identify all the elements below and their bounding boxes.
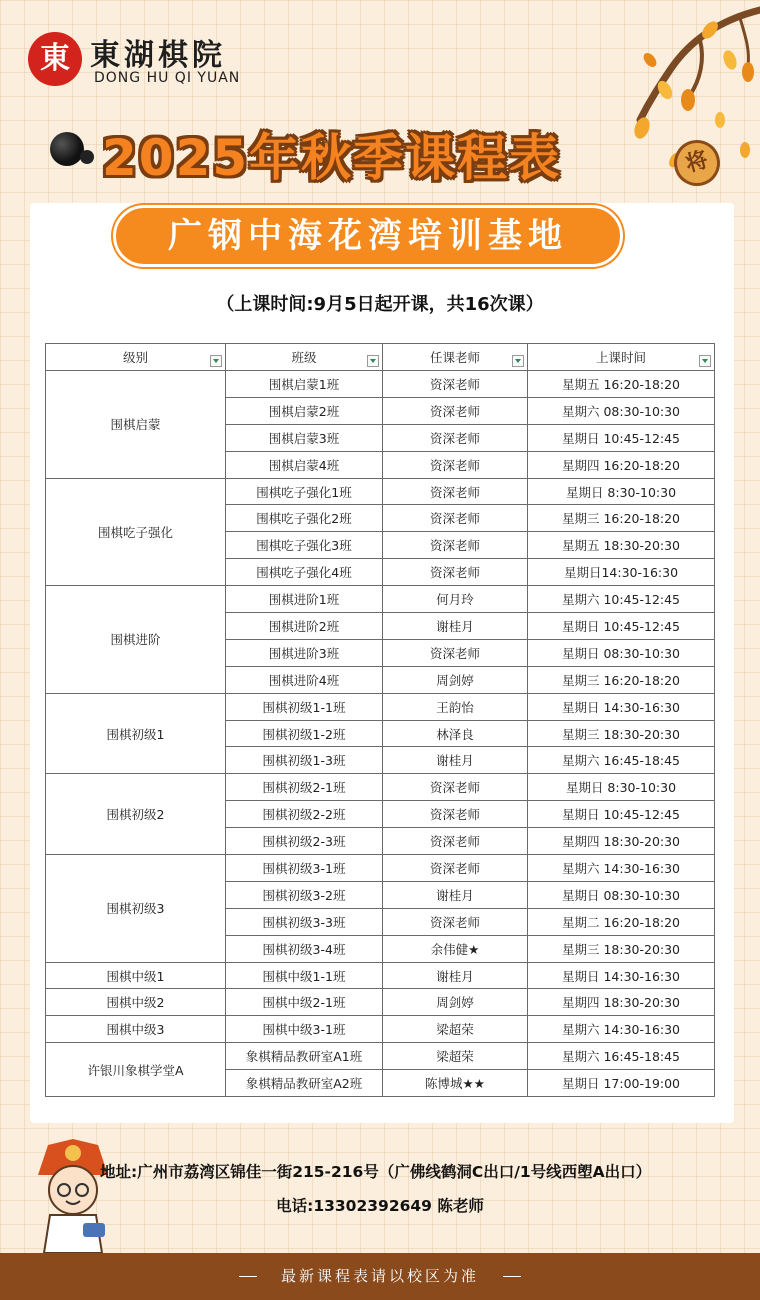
class-cell: 围棋中级2-1班 <box>226 989 383 1016</box>
teacher-cell: 资深老师 <box>383 424 528 451</box>
time-cell: 星期六 14:30-16:30 <box>528 855 715 882</box>
class-cell: 象棋精品教研室A1班 <box>226 1043 383 1070</box>
time-cell: 星期日 14:30-16:30 <box>528 693 715 720</box>
header-class <box>226 344 383 371</box>
teacher-cell: 梁超荣 <box>383 1016 528 1043</box>
teacher-cell: 资深老师 <box>383 855 528 882</box>
time-cell: 星期日 08:30-10:30 <box>528 639 715 666</box>
level-cell: 围棋进阶 <box>46 586 226 694</box>
teacher-cell: 林泽良 <box>383 720 528 747</box>
time-cell: 星期六 10:45-12:45 <box>528 586 715 613</box>
table-row <box>46 1043 715 1070</box>
teacher-cell: 谢桂月 <box>383 613 528 640</box>
time-cell: 星期日 10:45-12:45 <box>528 801 715 828</box>
level-cell: 围棋初级1 <box>46 693 226 774</box>
time-cell: 星期四 16:20-18:20 <box>528 451 715 478</box>
bottom-note: 最新课程表请以校区为准 <box>280 1267 479 1285</box>
table-row <box>46 1016 715 1043</box>
time-cell: 星期六 08:30-10:30 <box>528 397 715 424</box>
header-teacher-label: 任课老师 <box>429 350 480 365</box>
filter-dropdown-icon[interactable] <box>210 355 222 367</box>
dash-left <box>239 1276 257 1277</box>
go-stone-small-icon <box>80 150 94 164</box>
teacher-cell: 资深老师 <box>383 639 528 666</box>
class-cell: 围棋吃子强化3班 <box>226 532 383 559</box>
class-cell: 围棋初级2-1班 <box>226 774 383 801</box>
time-cell: 星期五 18:30-20:30 <box>528 532 715 559</box>
class-cell: 象棋精品教研室A2班 <box>226 1070 383 1097</box>
teacher-cell: 余伟健★ <box>383 935 528 962</box>
level-cell: 围棋初级2 <box>46 774 226 855</box>
time-cell: 星期日14:30-16:30 <box>528 559 715 586</box>
level-cell: 围棋初级3 <box>46 855 226 963</box>
class-cell: 围棋进阶4班 <box>226 666 383 693</box>
header-level-label: 级别 <box>122 350 148 365</box>
header-class-label: 班级 <box>291 350 317 365</box>
schedule-table <box>45 343 715 1097</box>
class-cell: 围棋初级3-2班 <box>226 881 383 908</box>
logo-name-cn: 東湖棋院 <box>90 38 226 73</box>
level-cell: 许银川象棋学堂A <box>46 1043 226 1097</box>
class-cell: 围棋进阶3班 <box>226 639 383 666</box>
time-cell: 星期日 8:30-10:30 <box>528 774 715 801</box>
header-time-label: 上课时间 <box>595 350 646 365</box>
title-block <box>50 110 720 190</box>
teacher-cell: 资深老师 <box>383 774 528 801</box>
class-cell: 围棋吃子强化2班 <box>226 505 383 532</box>
time-cell: 星期三 16:20-18:20 <box>528 666 715 693</box>
teacher-cell: 资深老师 <box>383 908 528 935</box>
time-cell: 星期六 16:45-18:45 <box>528 747 715 774</box>
teacher-cell: 资深老师 <box>383 397 528 424</box>
header-time <box>528 344 715 371</box>
table-row <box>46 478 715 505</box>
schedule-body <box>46 371 715 1097</box>
bottom-bar <box>0 1253 760 1300</box>
teacher-cell: 资深老师 <box>383 828 528 855</box>
table-row <box>46 989 715 1016</box>
level-cell: 围棋启蒙 <box>46 371 226 479</box>
teacher-cell: 王韵怡 <box>383 693 528 720</box>
time-cell: 星期三 16:20-18:20 <box>528 505 715 532</box>
class-cell: 围棋初级3-3班 <box>226 908 383 935</box>
class-cell: 围棋初级1-2班 <box>226 720 383 747</box>
level-cell: 围棋中级2 <box>46 989 226 1016</box>
table-row <box>46 586 715 613</box>
teacher-cell: 谢桂月 <box>383 962 528 989</box>
teacher-cell: 谢桂月 <box>383 881 528 908</box>
logo-name-en: DONG HU QI YUAN <box>94 70 241 86</box>
teacher-cell: 陈博城★★ <box>383 1070 528 1097</box>
time-cell: 星期二 16:20-18:20 <box>528 908 715 935</box>
time-cell: 星期日 14:30-16:30 <box>528 962 715 989</box>
header-level <box>46 344 226 371</box>
time-cell: 星期六 14:30-16:30 <box>528 1016 715 1043</box>
dash-right <box>503 1276 521 1277</box>
class-cell: 围棋中级1-1班 <box>226 962 383 989</box>
teacher-cell: 资深老师 <box>383 559 528 586</box>
class-cell: 围棋初级2-3班 <box>226 828 383 855</box>
teacher-cell: 资深老师 <box>383 505 528 532</box>
time-cell: 星期四 18:30-20:30 <box>528 828 715 855</box>
teacher-cell: 谢桂月 <box>383 747 528 774</box>
teacher-cell: 资深老师 <box>383 451 528 478</box>
campus-subtitle: 广钢中海花湾培训基地 <box>113 205 623 267</box>
time-cell: 星期四 18:30-20:30 <box>528 989 715 1016</box>
filter-dropdown-icon[interactable] <box>512 355 524 367</box>
teacher-cell: 周剑婷 <box>383 989 528 1016</box>
class-cell: 围棋吃子强化1班 <box>226 478 383 505</box>
teacher-cell: 何月玲 <box>383 586 528 613</box>
class-cell: 围棋中级3-1班 <box>226 1016 383 1043</box>
class-cell: 围棋进阶1班 <box>226 586 383 613</box>
class-start-notice: （上课时间:9月5日起开课，共16次课） <box>216 294 544 315</box>
time-cell: 星期五 16:20-18:20 <box>528 371 715 398</box>
table-row <box>46 371 715 398</box>
time-cell: 星期日 10:45-12:45 <box>528 613 715 640</box>
table-row <box>46 693 715 720</box>
table-row <box>46 855 715 882</box>
class-cell: 围棋启蒙1班 <box>226 371 383 398</box>
teacher-cell: 周剑婷 <box>383 666 528 693</box>
table-row <box>46 962 715 989</box>
teacher-cell: 资深老师 <box>383 478 528 505</box>
level-cell: 围棋中级3 <box>46 1016 226 1043</box>
teacher-cell: 资深老师 <box>383 532 528 559</box>
time-cell: 星期三 18:30-20:30 <box>528 935 715 962</box>
class-cell: 围棋初级1-3班 <box>226 747 383 774</box>
time-cell: 星期日 8:30-10:30 <box>528 478 715 505</box>
class-cell: 围棋初级2-2班 <box>226 801 383 828</box>
time-cell: 星期六 16:45-18:45 <box>528 1043 715 1070</box>
header-teacher <box>383 344 528 371</box>
class-cell: 围棋初级3-4班 <box>226 935 383 962</box>
class-cell: 围棋吃子强化4班 <box>226 559 383 586</box>
teacher-cell: 资深老师 <box>383 371 528 398</box>
level-cell: 围棋吃子强化 <box>46 478 226 586</box>
level-cell: 围棋中级1 <box>46 962 226 989</box>
teacher-cell: 梁超荣 <box>383 1043 528 1070</box>
class-cell: 围棋初级1-1班 <box>226 693 383 720</box>
class-cell: 围棋进阶2班 <box>226 613 383 640</box>
table-header-row <box>46 344 715 371</box>
address-text: 地址:广州市荔湾区锦佳一街215-216号（广佛线鹤洞C出口/1号线西塱A出口） <box>100 1163 652 1181</box>
time-cell: 星期日 17:00-19:00 <box>528 1070 715 1097</box>
class-cell: 围棋启蒙2班 <box>226 397 383 424</box>
class-cell: 围棋初级3-1班 <box>226 855 383 882</box>
filter-dropdown-icon[interactable] <box>699 355 711 367</box>
table-row <box>46 774 715 801</box>
logo <box>28 30 268 92</box>
phone-text: 电话:13302392649 陈老师 <box>276 1197 484 1215</box>
chess-piece-icon: 将 <box>669 135 725 191</box>
time-cell: 星期三 18:30-20:30 <box>528 720 715 747</box>
class-cell: 围棋启蒙3班 <box>226 424 383 451</box>
class-cell: 围棋启蒙4班 <box>226 451 383 478</box>
go-stone-icon <box>50 132 84 166</box>
time-cell: 星期日 10:45-12:45 <box>528 424 715 451</box>
filter-dropdown-icon[interactable] <box>367 355 379 367</box>
page-title: 2025年秋季课程表 <box>102 129 562 187</box>
time-cell: 星期日 08:30-10:30 <box>528 881 715 908</box>
logo-mark-icon: 東 <box>28 32 82 86</box>
teacher-cell: 资深老师 <box>383 801 528 828</box>
